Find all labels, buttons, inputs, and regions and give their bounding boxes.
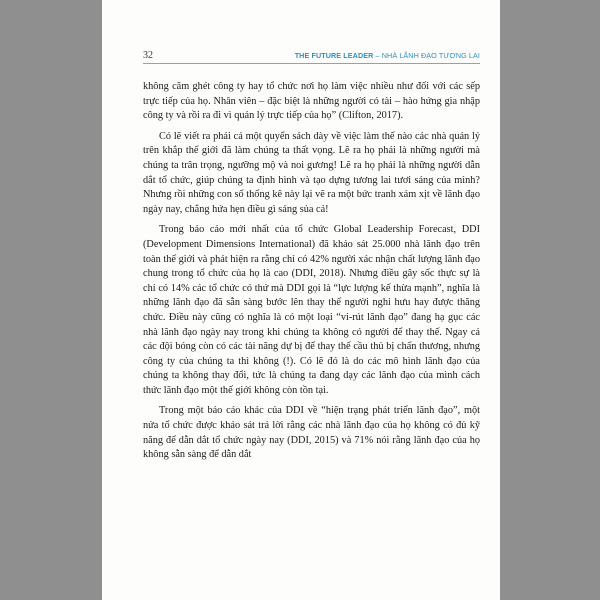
body-text: [143, 80, 480, 469]
page-header: [143, 48, 480, 64]
running-title: [295, 51, 480, 60]
paragraph: không căm ghét công ty hay tổ chức nơi họ làm việc nhiều như đối với các sếp trực tiếp của họ. Nhân viên – đặc biệt là những người có tài – hào hứng gia nhập công ty và rồi ra đi vì quản lý trực tiếp của họ” (Clifton, 2017).: [143, 81, 480, 122]
paragraph: Trong báo cáo mới nhất của tổ chức Global Leadership Forecast, DDI (Development Dimensions International) đã khảo sát 25.000 nhà lãnh đạo trên toàn thế giới và phát hiện ra rằng chỉ có 42% người xác nhận chất lượng lãnh đạo chung trong tổ chức của họ là cao (DDI, 2018). Nhưng điều gây sốc thực sự là chỉ có 14% các tổ chức có thứ mà DDI gọi là “lực lượng kế thừa mạnh”, nghĩa là những lãnh đạo đã sẵn sàng bước lên thay thế người nghỉ hưu hay được thăng chức. Điều này cũng có nghĩa là có một loại “vi-rút lãnh đạo” đang hạ gục các nhà lãnh đạo ngày nay trong khi chúng ta không có người để thay thế. Ngay cả các đội bóng còn có các tài năng dự bị để thay thế cầu thủ bị chấn thương, nhưng công ty của chúng ta thì không (!). Có lẽ đó là do các mô hình lãnh đạo của chúng ta không thay đổi, tức là chúng ta đang dạy các lãnh đạo của mình cách thức lãnh đạo một thế giới không còn tồn tại.: [143, 224, 480, 396]
book-page: [102, 0, 500, 600]
header-rule: [143, 63, 480, 64]
page-number: 32: [143, 50, 153, 61]
running-title-bold: THE FUTURE LEADER: [294, 51, 374, 60]
running-title-rest: – NHÀ LÃNH ĐẠO TƯƠNG LAI: [373, 51, 480, 60]
paragraph: Có lẽ viết ra phải cả một quyển sách dày về việc làm thế nào các nhà quản lý trên khắp thế giới đã làm chúng ta thất vọng. Lẽ ra họ phải là những người mà chúng ta trân trọng, ngưỡng mộ và noi gương! Lẽ ra họ phải là những người dẫn dắt tổ chức, giúp chúng ta định hình và tạo dựng tương lai tươi sáng của mình? Nhưng rồi những con số thống kê này lại vẽ ra một bức tranh xám xịt về lãnh đạo ngày nay, chẳng hứa hẹn điều gì sáng sủa cả!: [143, 130, 480, 215]
paragraph: Trong một báo cáo khác của DDI về “hiện trạng phát triển lãnh đạo”, một nửa tổ chức được khảo sát trả lời rằng các nhà lãnh đạo của họ không có đủ kỹ năng để dẫn dắt tổ chức ngày nay (DDI, 2015) và 71% nói rằng lãnh đạo của họ không sẵn sàng để dẫn dắt: [143, 405, 480, 461]
